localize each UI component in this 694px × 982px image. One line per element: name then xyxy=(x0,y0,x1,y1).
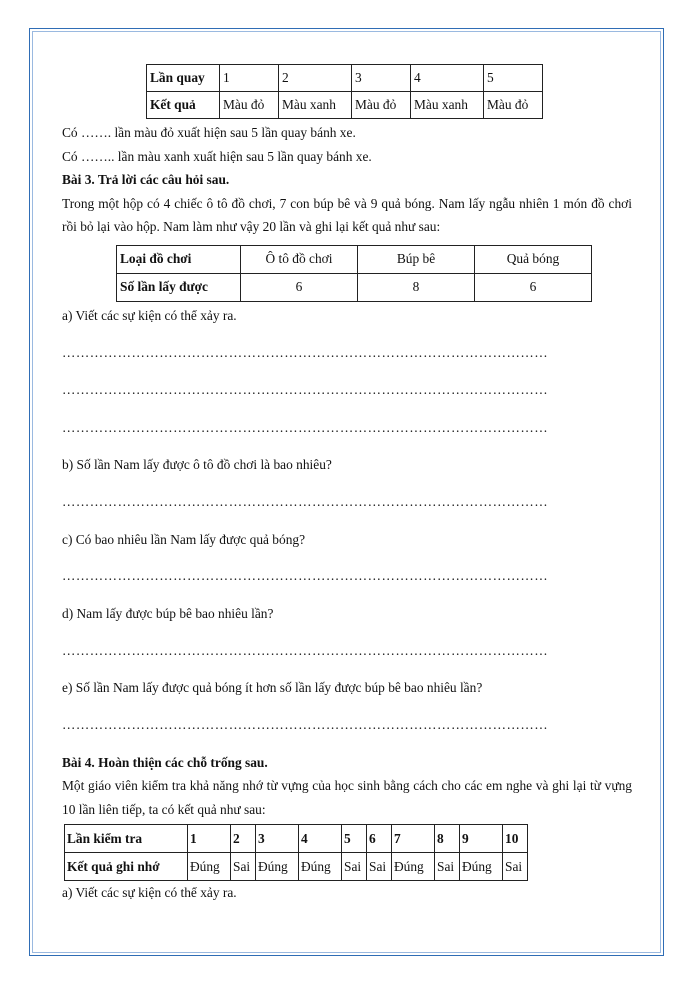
exercise-3-title: Bài 3. Trả lời các câu hỏi sau. xyxy=(62,172,230,188)
table-cell: 10 xyxy=(503,825,528,853)
table-cell: 6 xyxy=(475,273,592,301)
table-header-cell: Lần quay xyxy=(147,65,220,92)
table-cell: Màu đỏ xyxy=(220,92,279,119)
question-3b: b) Số lần Nam lấy được ô tô đồ chơi là bao nhiêu? xyxy=(62,457,332,473)
table-header-cell: Loại đồ chơi xyxy=(117,245,241,273)
answer-line: …………………………………………………………………………………………… xyxy=(62,344,549,360)
table-cell: Sai xyxy=(435,853,460,881)
exercise-4-intro: Một giáo viên kiểm tra khả năng nhớ từ vựng của học sinh bằng cách cho các em nghe và ghi lại từ vựng 10 lần liên tiếp, ta có kết quả như sau: xyxy=(62,778,632,817)
table-cell: 9 xyxy=(460,825,503,853)
table-row xyxy=(147,65,543,92)
table-cell: 1 xyxy=(188,825,231,853)
table-cell: 8 xyxy=(358,273,475,301)
table-header-cell: Kết quả ghi nhớ xyxy=(65,853,188,881)
exercise-4-title: Bài 4. Hoàn thiện các chỗ trống sau. xyxy=(62,754,268,770)
table-cell: Sai xyxy=(342,853,367,881)
table-cell: 5 xyxy=(484,65,543,92)
table-cell: Ô tô đồ chơi xyxy=(241,245,358,273)
table-cell: 2 xyxy=(231,825,256,853)
table-header-cell: Kết quả xyxy=(147,92,220,119)
question-3e: e) Số lần Nam lấy được quả bóng ít hơn số lần lấy được búp bê bao nhiêu lần? xyxy=(62,680,483,696)
vocab-test-table xyxy=(64,824,528,881)
table-row xyxy=(65,853,528,881)
table-cell: Màu đỏ xyxy=(484,92,543,119)
table-cell: Búp bê xyxy=(358,245,475,273)
table-cell: 1 xyxy=(220,65,279,92)
answer-line: …………………………………………………………………………………………… xyxy=(62,568,549,584)
table-row xyxy=(117,245,592,273)
answer-line: …………………………………………………………………………………………… xyxy=(62,419,549,435)
question-3d: d) Nam lấy được búp bê bao nhiêu lần? xyxy=(62,605,274,621)
question-blue-count: Có …….. lần màu xanh xuất hiện sau 5 lần quay bánh xe. xyxy=(62,148,372,164)
table-cell: 3 xyxy=(352,65,411,92)
table-cell: Màu đỏ xyxy=(352,92,411,119)
table-row xyxy=(117,273,592,301)
table-cell: Đúng xyxy=(392,853,435,881)
table-cell: Màu xanh xyxy=(411,92,484,119)
table-cell: Đúng xyxy=(256,853,299,881)
table-cell: 8 xyxy=(435,825,460,853)
question-4a: a) Viết các sự kiện có thể xảy ra. xyxy=(62,885,237,901)
question-3c: c) Có bao nhiêu lần Nam lấy được quả bóng? xyxy=(62,531,306,547)
table-cell: Đúng xyxy=(188,853,231,881)
table-cell: 6 xyxy=(367,825,392,853)
table-cell: Quả bóng xyxy=(475,245,592,273)
toy-results-table xyxy=(116,245,592,302)
table-cell: 5 xyxy=(342,825,367,853)
answer-line: …………………………………………………………………………………………… xyxy=(62,717,549,733)
exercise-3-intro: Trong một hộp có 4 chiếc ô tô đồ chơi, 7 con búp bê và 9 quả bóng. Nam lấy ngẫu nhiên 1 món đồ chơi rồi bỏ lại vào hộp. Nam làm như vậy 20 lần và ghi lại kết quả như sau: xyxy=(62,195,632,235)
table-cell: Sai xyxy=(367,853,392,881)
table-cell: 2 xyxy=(279,65,352,92)
question-red-count: Có ……. lần màu đỏ xuất hiện sau 5 lần quay bánh xe. xyxy=(62,125,356,140)
table-cell: 4 xyxy=(411,65,484,92)
table-cell: 7 xyxy=(392,825,435,853)
answer-line: …………………………………………………………………………………………… xyxy=(62,382,549,398)
table-cell: Màu xanh xyxy=(279,92,352,119)
spin-results-table xyxy=(146,64,543,119)
table-header-cell: Số lần lấy được xyxy=(117,273,241,301)
question-3a: a) Viết các sự kiện có thể xảy ra. xyxy=(62,307,237,323)
table-row xyxy=(147,92,543,119)
table-cell: Đúng xyxy=(299,853,342,881)
table-row xyxy=(65,825,528,853)
table-cell: 3 xyxy=(256,825,299,853)
table-cell: 6 xyxy=(241,273,358,301)
table-cell: Sai xyxy=(503,853,528,881)
answer-line: …………………………………………………………………………………………… xyxy=(62,642,549,658)
answer-line: …………………………………………………………………………………………… xyxy=(62,494,549,510)
table-cell: Đúng xyxy=(460,853,503,881)
table-cell: Sai xyxy=(231,853,256,881)
worksheet-content xyxy=(62,62,632,905)
table-cell: 4 xyxy=(299,825,342,853)
table-header-cell: Lần kiểm tra xyxy=(65,825,188,853)
